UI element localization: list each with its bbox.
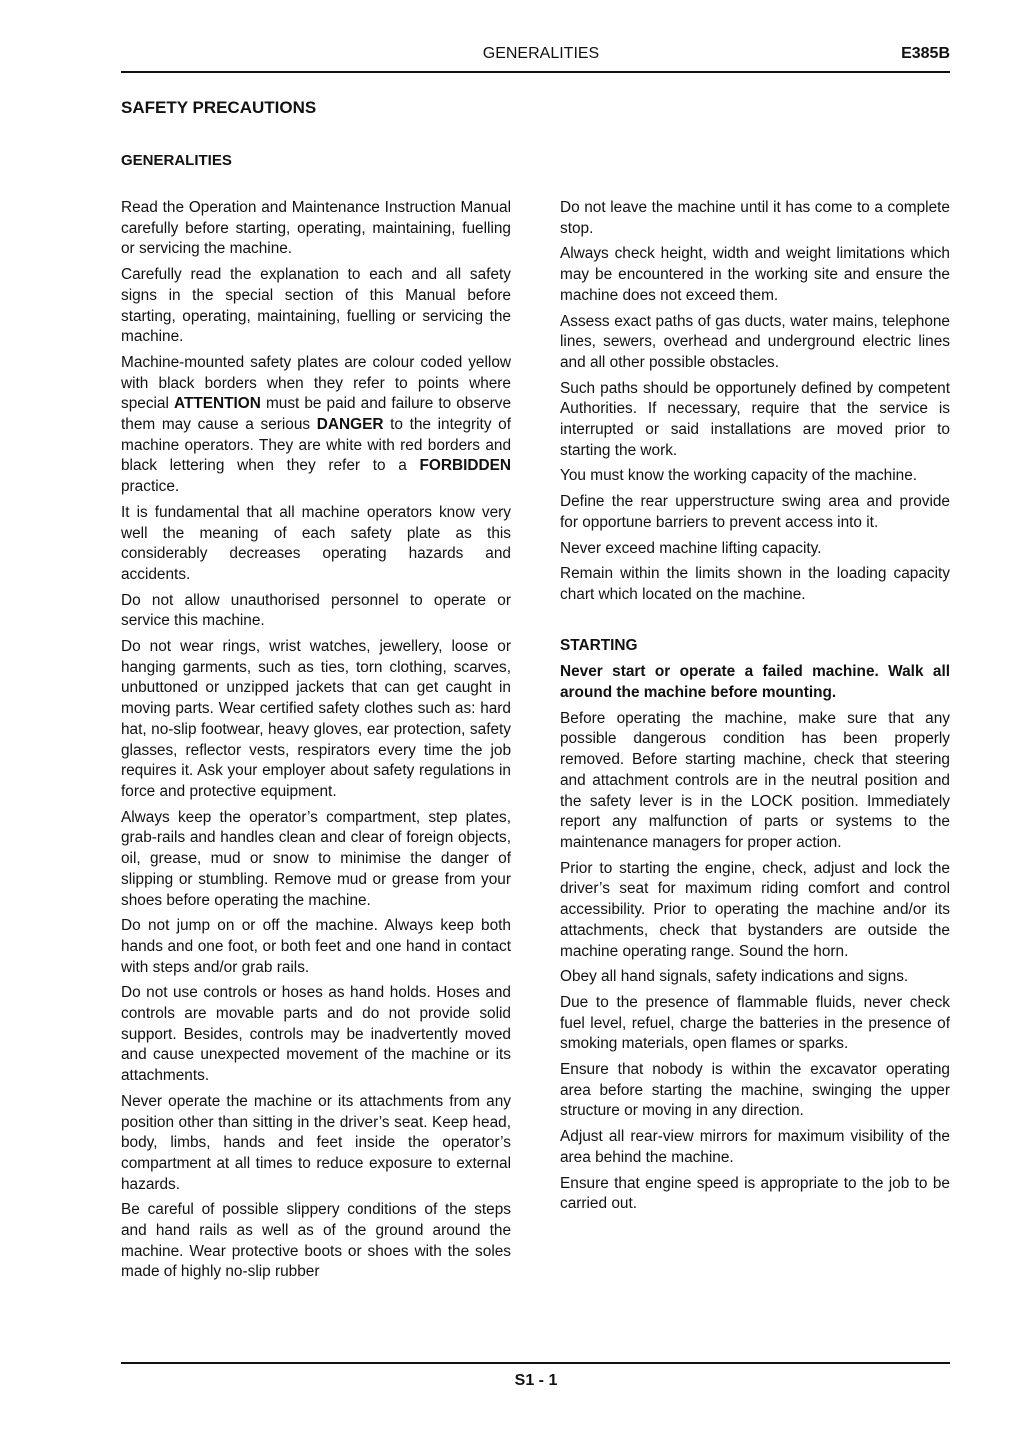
paragraph: Do not leave the machine until it has come to a complete stop.	[560, 199, 950, 237]
header-section-title: GENERALITIES	[482, 45, 600, 62]
page-title: SAFETY PRECAUTIONS	[121, 98, 317, 117]
paragraph: It is fundamental that all machine operators know very well the meaning of each safety plate as this considerably decreases operating hazards and accidents.	[121, 503, 511, 583]
header-rule	[121, 71, 950, 73]
paragraph: Ensure that engine speed is appropriate to the job to be carried out.	[560, 1174, 950, 1213]
paragraph: Do not jump on or off the machine. Always keep both hands and one foot, or both feet and one hand in contact with steps and/or grab rails.	[121, 917, 511, 976]
paragraph: Read the Operation and Maintenance Instruction Manual carefully before starting, operating, maintaining, fuelling or servicing the machine.	[121, 199, 511, 258]
page-number: S1 - 1	[514, 1372, 558, 1389]
paragraph: Ensure that nobody is within the excavator operating area before starting the machine, swinging the upper structure or moving in any direction.	[560, 1061, 950, 1120]
header-model: E385B	[901, 45, 950, 62]
paragraph: Before operating the machine, make sure that any possible dangerous condition has been properly removed. Before starting machine, check that steering and attachment controls are in the neutral position and the safety lever is in the LOCK position. Immediately report any malfunction of parts or systems to the maintenance managers for proper action.	[560, 709, 950, 851]
paragraph: Remain within the limits shown in the loading capacity chart which located on the machine.	[560, 565, 950, 603]
section-heading-starting: STARTING	[560, 636, 638, 654]
paragraph: Do not allow unauthorised personnel to operate or service this machine.	[121, 591, 511, 630]
paragraph: You must know the working capacity of the machine.	[560, 467, 918, 485]
paragraph: Carefully read the explanation to each and all safety signs in the special section of this Manual before starting, operating, maintaining, fuelling or servicing the machine.	[121, 266, 511, 346]
danger-keyword: DANGER	[316, 416, 384, 434]
paragraph: Define the rear upperstructure swing area and provide for opportune barriers to prevent access into it.	[560, 493, 950, 531]
paragraph-safety-plates: Machine-mounted safety plates are colour coded yellow with black borders when they refer to points where special ATTENTION must be paid and failure to observe them may cause a serious DANGER to the integrity of machine operators. They are white with red borders and black lettering when they refer to a FORBIDDEN practice.	[121, 353, 512, 496]
left-column	[121, 198, 511, 1288]
footer-rule	[121, 1362, 950, 1364]
paragraph: Assess exact paths of gas ducts, water mains, telephone lines, sewers, overhead and underground electric lines and all other possible obstacles.	[560, 312, 950, 371]
paragraph: Always keep the operator’s compartment, step plates, grab-rails and handles clean and clear of foreign objects, oil, grease, mud or snow to minimise the danger of slipping or stumbling. Remove mud or grease from your shoes before operating the machine.	[121, 808, 511, 909]
paragraph-bold: Never start or operate a failed machine. Walk all around the machine before mounting.	[560, 663, 950, 702]
paragraph: Never operate the machine or its attachments from any position other than sitting in the driver’s seat. Keep head, body, limbs, hands and feet inside the operator’s compartment at all times to reduce exposure to external hazards.	[121, 1092, 511, 1193]
attention-keyword: ATTENTION	[173, 395, 261, 413]
paragraph: Obey all hand signals, safety indications and signs.	[560, 968, 909, 986]
paragraph: Due to the presence of flammable fluids, never check fuel level, refuel, charge the batteries in the presence of smoking materials, open flames or sparks.	[560, 993, 950, 1053]
forbidden-keyword: FORBIDDEN	[419, 457, 511, 475]
paragraph: Be careful of possible slippery conditions of the steps and hand rails as well as of the ground around the machine. Wear protective boots or shoes with the soles made of highly no-slip rubber	[121, 1201, 511, 1281]
paragraph: Never exceed machine lifting capacity.	[560, 539, 822, 557]
section-heading-generalities: GENERALITIES	[121, 152, 232, 169]
paragraph: Such paths should be opportunely defined by competent Authorities. If necessary, require that the service is interrupted or said installations are moved prior to starting the work.	[560, 379, 950, 459]
paragraph: Prior to starting the engine, check, adjust and lock the driver’s seat for maximum riding comfort and control accessibility. Prior to operating the machine and/or its attachments, check that bystanders are outside the machine operating range. Sound the horn.	[560, 859, 950, 960]
paragraph: Adjust all rear-view mirrors for maximum visibility of the area behind the machine.	[560, 1128, 950, 1166]
paragraph: Always check height, width and weight limitations which may be encountered in the working site and ensure the machine does not exceed them.	[560, 245, 950, 304]
paragraph: Do not wear rings, wrist watches, jewellery, loose or hanging garments, such as ties, torn clothing, scarves, unbuttoned or unzipped jackets that can get caught in moving parts. Wear certified safety clothes such as: hard hat, no-slip footwear, heavy gloves, ear protection, safety glasses, reflector vests, respirators every time the job requires it. Ask your employer about safety regulations in force and protective equipment.	[121, 638, 511, 800]
paragraph: Do not use controls or hoses as hand holds. Hoses and controls are movable parts and do not provide solid support. Besides, controls may be inadvertently moved and cause unexpected movement of the machine or its attachments.	[121, 984, 511, 1085]
right-column	[560, 198, 950, 1220]
